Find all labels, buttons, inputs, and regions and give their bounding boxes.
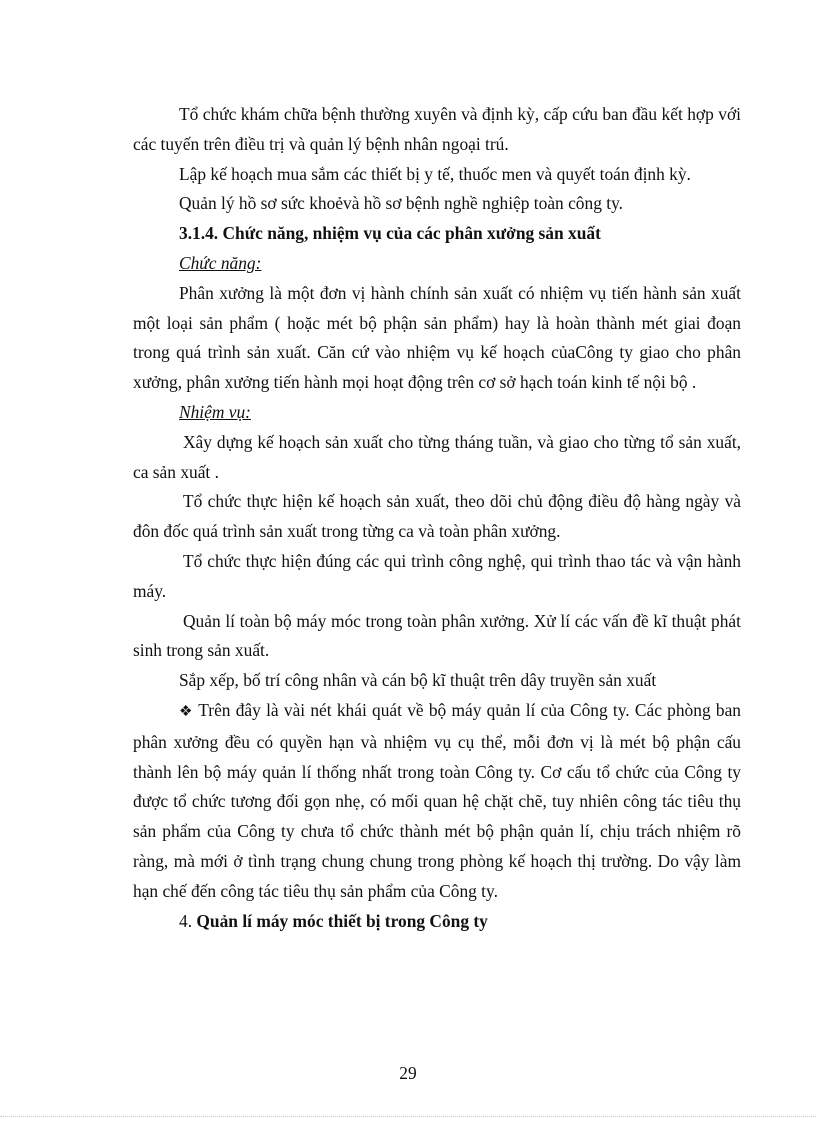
page-number: 29 <box>399 1063 417 1083</box>
subheading-chuc-nang: Chức năng: <box>179 252 262 273</box>
paragraph-process-compliance: Tổ chức thực hiện đúng các qui trình công nghệ, qui trình thao tác và vận hành máy. <box>133 550 741 601</box>
paragraph-procurement: Lập kế hoạch mua sắm các thiết bị y tế, thuốc men và quyết toán định kỳ. <box>179 163 691 184</box>
section-heading-4 <box>133 907 741 937</box>
paragraph-summary <box>133 696 741 907</box>
paragraph-medical-care: Tổ chức khám chữa bệnh thường xuyên và định kỳ, cấp cứu ban đầu kết hợp với các tuyến trên điều trị và quản lý bệnh nhân ngoại trú. <box>133 104 741 154</box>
paragraph-health-records: Quản lý hồ sơ sức khoẻvà hồ sơ bệnh nghề nghiệp toàn công ty. <box>179 193 623 214</box>
paragraph-workshop-function: Phân xưởng là một đơn vị hành chính sản xuất có nhiệm vụ tiến hành sản xuất một loại sản phẩm ( hoặc mét bộ phận sản phẩm) hay là hoàn thành mét giai đoạn trong quá trình sản xuất. Căn cứ vào nhiệm vụ kế hoạch củaCông ty giao cho phân xưởng, phân xưởng tiến hành mọi hoạt động trên cơ sở hạch toán kinh tế nội bộ . <box>133 282 741 393</box>
section-title: Quản lí máy móc thiết bị trong Công ty <box>196 910 488 931</box>
paragraph-staff-arrangement: Sắp xếp, bố trí công nhân và cán bộ kĩ thuật trên dây truyền sản xuất <box>179 670 657 691</box>
section-heading-3-1-4: 3.1.4. Chức năng, nhiệm vụ của các phân xưởng sản xuất <box>179 223 601 244</box>
section-number: 4. <box>179 910 193 931</box>
diamond-bullet-icon: ❖ <box>179 703 194 720</box>
paragraph-production-plan: Xây dựng kế hoạch sản xuất cho từng tháng tuần, và giao cho từng tổ sản xuất, ca sản xuất . <box>133 431 741 482</box>
paragraph-machine-management: Quản lí toàn bộ máy móc trong toàn phân xưởng. Xử lí các vấn đề kĩ thuật phát sinh trong sản xuất. <box>133 610 741 661</box>
subheading-nhiem-vu: Nhiệm vụ: <box>179 401 251 422</box>
document-body <box>133 100 741 936</box>
summary-text: Trên đây là vài nét khái quát về bộ máy quản lí của Công ty. Các phòng ban phân xưởng đều có quyền hạn và nhiệm vụ cụ thể, mỗi đơn vị là mét bộ phận cấu thành lên bộ máy quản lí thống nhất trong toàn Công ty. Cơ cấu tổ chức của Công ty được tổ chức tương đối gọn nhẹ, có mối quan hệ chặt chẽ, tuy nhiên công tác tiêu thụ sản phẩm của Công ty chưa tổ chức thành mét bộ phận quản lí, chịu trách nhiệm rõ ràng, mà mới ở tình trạng chung chung trong phòng kế hoạch thị trường. Do vậy làm hạn chế đến công tác tiêu thụ sản phẩm của Công ty. <box>133 699 741 901</box>
page-bottom-divider <box>0 1116 816 1117</box>
paragraph-plan-execution: Tổ chức thực hiện kế hoạch sản xuất, theo dõi chủ động điều độ hàng ngày và đôn đốc quá trình sản xuất trong từng ca và toàn phân xưởng. <box>133 491 741 542</box>
